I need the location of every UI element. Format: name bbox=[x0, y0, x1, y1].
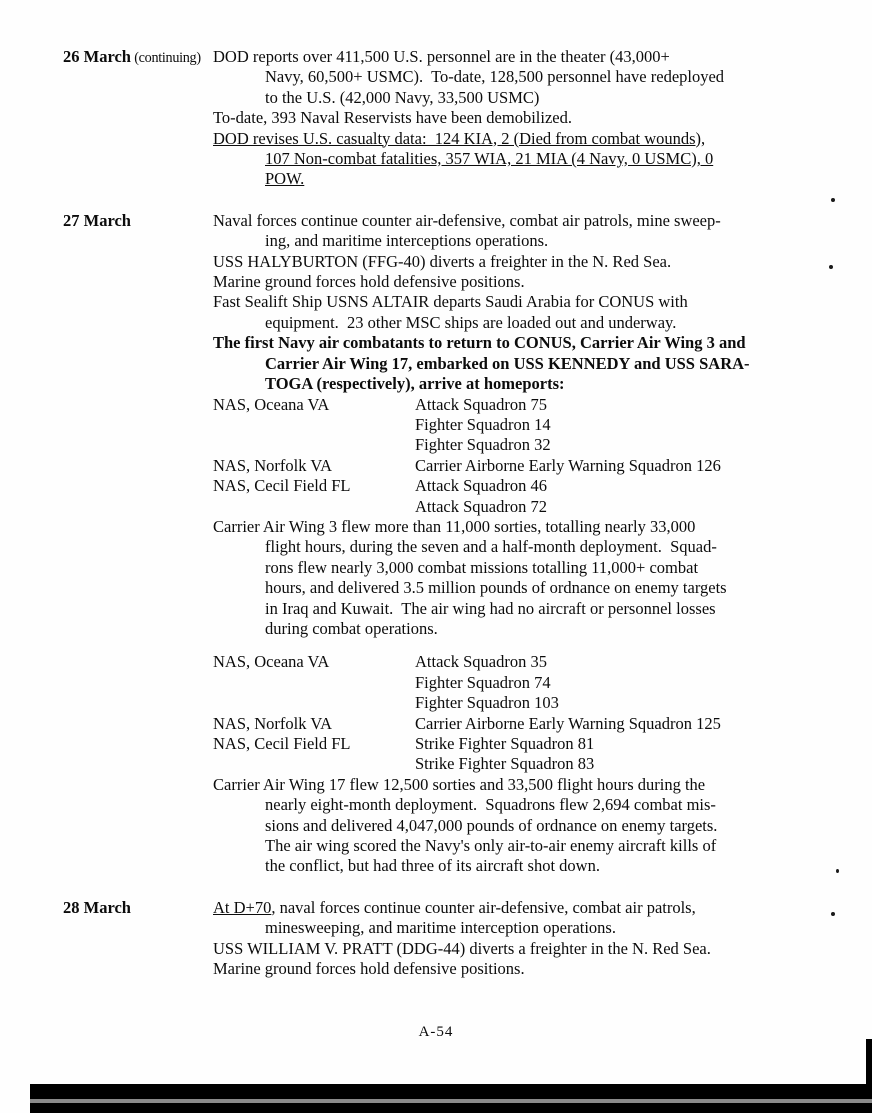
date-entry bbox=[63, 211, 872, 877]
doc-line: Carrier Air Wing 3 flew more than 11,000 sorties, totalling nearly 33,000 bbox=[213, 516, 696, 536]
squadron-cell: Attack Squadron 35 bbox=[415, 652, 547, 672]
doc-line: the conflict, but had three of its aircraft shot down. bbox=[265, 856, 600, 876]
squadron-row bbox=[213, 714, 838, 734]
entry-date-label: 27 March bbox=[63, 210, 131, 230]
squadron-cell: Fighter Squadron 32 bbox=[415, 435, 551, 455]
squadron-row bbox=[213, 435, 838, 455]
entry-date bbox=[63, 47, 213, 190]
entry-date bbox=[63, 211, 213, 877]
station-cell bbox=[213, 673, 415, 693]
doc-line: 107 Non-combat fatalities, 357 WIA, 21 MIA (4 Navy, 0 USMC), 0 bbox=[265, 149, 714, 169]
station-cell bbox=[213, 415, 415, 435]
underlined-text: At D+70 bbox=[213, 897, 272, 917]
doc-line: sions and delivered 4,047,000 pounds of ordnance on enemy targets. bbox=[265, 815, 718, 835]
doc-line: The air wing scored the Navy's only air-to-air enemy aircraft kills of bbox=[265, 836, 717, 856]
doc-line: ing, and maritime interceptions operations. bbox=[265, 231, 549, 251]
entry-date-label: 28 March bbox=[63, 897, 131, 917]
doc-line: USS WILLIAM V. PRATT (DDG-44) diverts a freighter in the N. Red Sea. bbox=[213, 938, 711, 958]
entry-date-label: 26 March bbox=[63, 47, 131, 66]
squadron-cell: Carrier Airborne Early Warning Squadron 125 bbox=[415, 713, 721, 733]
station-cell: NAS, Norfolk VA bbox=[213, 455, 333, 475]
squadron-row bbox=[213, 652, 838, 672]
doc-text: , naval forces continue counter air-defensive, combat air patrols, bbox=[271, 897, 696, 917]
doc-line: nearly eight-month deployment. Squadrons flew 2,694 combat mis- bbox=[265, 795, 716, 815]
date-entry bbox=[63, 898, 872, 980]
doc-line: TOGA (respectively), arrive at homeports: bbox=[265, 374, 565, 394]
doc-line: Naval forces continue counter air-defensive, combat air patrols, mine sweep- bbox=[213, 210, 721, 230]
date-entry bbox=[63, 47, 872, 190]
doc-line: POW. bbox=[265, 169, 305, 189]
scan-bar-bottom-edge bbox=[30, 1103, 872, 1113]
squadron-row bbox=[213, 754, 838, 774]
entry-date bbox=[63, 898, 213, 980]
ink-speck bbox=[836, 869, 839, 873]
station-cell bbox=[213, 754, 415, 774]
squadron-row bbox=[213, 456, 838, 476]
entry-content bbox=[213, 898, 838, 980]
doc-line: rons flew nearly 3,000 combat missions totalling 11,000+ combat bbox=[265, 557, 699, 577]
page-number: A-54 bbox=[418, 1024, 454, 1040]
squadron-row bbox=[213, 395, 838, 415]
doc-line: flight hours, during the seven and a half-month deployment. Squad- bbox=[265, 537, 717, 557]
ink-speck bbox=[829, 265, 833, 269]
squadron-cell: Carrier Airborne Early Warning Squadron 126 bbox=[415, 455, 721, 475]
station-cell bbox=[213, 497, 415, 517]
entry-date-suffix: (continuing) bbox=[130, 50, 201, 66]
doc-line: minesweeping, and maritime interception operations. bbox=[265, 918, 616, 938]
squadron-row bbox=[213, 415, 838, 435]
squadron-cell: Strike Fighter Squadron 81 bbox=[415, 734, 595, 753]
squadron-cell: Attack Squadron 75 bbox=[415, 394, 547, 414]
squadron-cell: Fighter Squadron 14 bbox=[415, 414, 551, 434]
doc-line: equipment. 23 other MSC ships are loaded out and underway. bbox=[265, 312, 677, 332]
squadron-cell: Strike Fighter Squadron 83 bbox=[415, 754, 595, 774]
squadron-row bbox=[213, 693, 838, 713]
station-cell bbox=[213, 693, 415, 713]
doc-line: Carrier Air Wing 17 flew 12,500 sorties and 33,500 flight hours during the bbox=[213, 774, 706, 794]
doc-line: Carrier Air Wing 17, embarked on USS KENNEDY and USS SARA- bbox=[265, 353, 750, 373]
doc-line: in Iraq and Kuwait. The air wing had no aircraft or personnel losses bbox=[265, 598, 716, 618]
station-cell: NAS, Norfolk VA bbox=[213, 713, 333, 733]
doc-line: during combat operations. bbox=[265, 618, 438, 638]
scan-bar-bottom bbox=[30, 1084, 872, 1099]
squadron-cell: Fighter Squadron 74 bbox=[415, 672, 551, 692]
squadron-cell: Fighter Squadron 103 bbox=[415, 693, 559, 713]
doc-line: Navy, 60,500+ USMC). To-date, 128,500 personnel have redeployed bbox=[265, 67, 725, 87]
entry-content bbox=[213, 47, 838, 190]
station-cell: NAS, Cecil Field FL bbox=[213, 476, 351, 496]
station-cell: NAS, Oceana VA bbox=[213, 394, 330, 414]
station-cell: NAS, Oceana VA bbox=[213, 652, 330, 672]
squadron-cell: Attack Squadron 72 bbox=[415, 496, 547, 516]
squadron-row bbox=[213, 497, 838, 517]
station-cell bbox=[213, 435, 415, 455]
squadron-cell: Attack Squadron 46 bbox=[415, 476, 547, 496]
ink-speck bbox=[831, 198, 835, 202]
doc-line: The first Navy air combatants to return to CONUS, Carrier Air Wing 3 and bbox=[213, 333, 746, 353]
doc-line: USS HALYBURTON (FFG-40) diverts a freighter in the N. Red Sea. bbox=[213, 251, 672, 271]
doc-line: Marine ground forces hold defensive positions. bbox=[213, 959, 525, 979]
ink-speck bbox=[831, 912, 835, 916]
doc-line: DOD revises U.S. casualty data: 124 KIA, 2 (Died from combat wounds), bbox=[213, 128, 706, 148]
blank-line bbox=[213, 639, 838, 652]
doc-line: Marine ground forces hold defensive positions. bbox=[213, 272, 525, 292]
doc-line: To-date, 393 Naval Reservists have been demobilized. bbox=[213, 108, 572, 128]
squadron-row bbox=[213, 476, 838, 496]
doc-line: hours, and delivered 3.5 million pounds of ordnance on enemy targets bbox=[265, 578, 727, 598]
doc-line: Fast Sealift Ship USNS ALTAIR departs Saudi Arabia for CONUS with bbox=[213, 292, 688, 312]
squadron-row bbox=[213, 734, 838, 754]
doc-line bbox=[213, 898, 838, 918]
doc-line: to the U.S. (42,000 Navy, 33,500 USMC) bbox=[265, 87, 540, 107]
entries bbox=[63, 47, 872, 979]
squadron-row bbox=[213, 673, 838, 693]
entry-content bbox=[213, 211, 838, 877]
doc-line: DOD reports over 411,500 U.S. personnel are in the theater (43,000+ bbox=[213, 47, 670, 66]
station-cell: NAS, Cecil Field FL bbox=[213, 734, 351, 753]
